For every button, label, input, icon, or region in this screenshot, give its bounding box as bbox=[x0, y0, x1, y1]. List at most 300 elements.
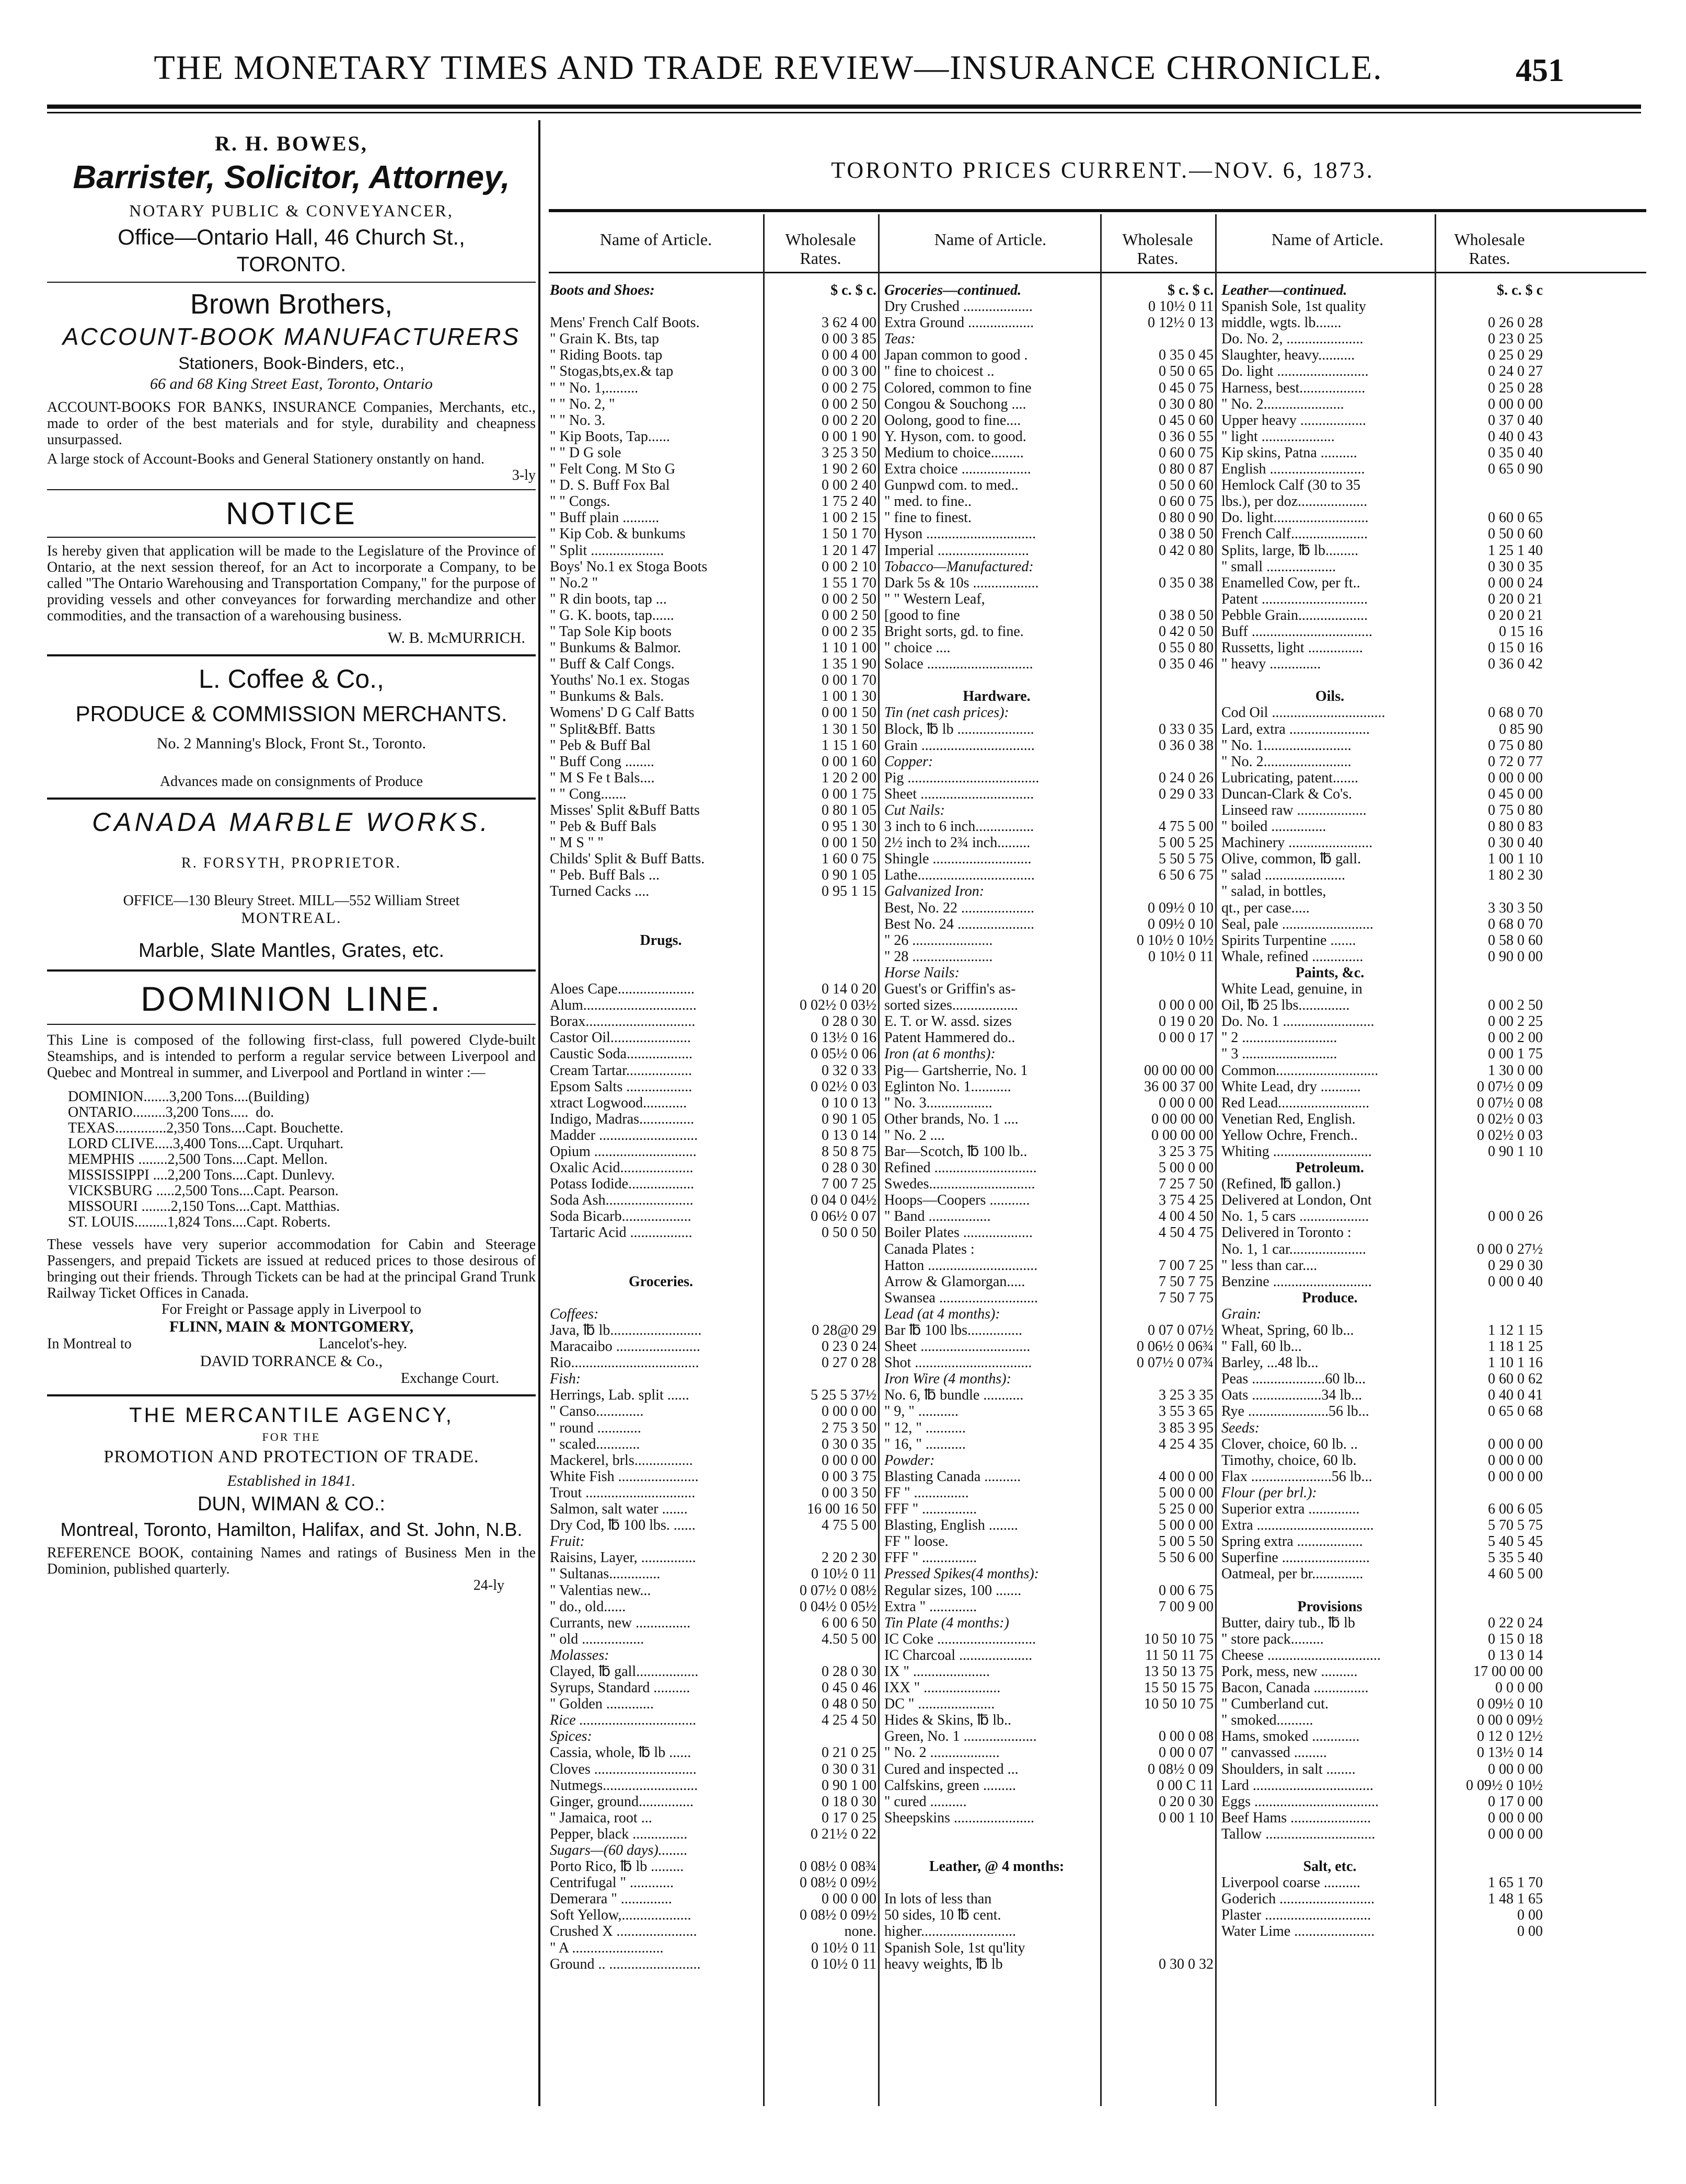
price-row bbox=[1221, 477, 1543, 493]
wholesale-rate: 0 60 0 62 bbox=[1488, 1371, 1543, 1388]
price-row bbox=[884, 1923, 1214, 1939]
price-row bbox=[550, 1631, 876, 1647]
wholesale-rate: 0 09½ 0 10 bbox=[1148, 916, 1214, 932]
article-name: Tartaric Acid ................. bbox=[550, 1224, 692, 1241]
wholesale-rate: 0 29 0 33 bbox=[1159, 785, 1214, 802]
article-name: Refined ............................ bbox=[884, 1160, 1037, 1176]
price-row bbox=[550, 672, 876, 688]
price-row bbox=[550, 1176, 876, 1192]
price-row bbox=[884, 851, 1214, 867]
article-name: Hoops—Coopers ........... bbox=[884, 1192, 1030, 1209]
header-rule-thin bbox=[47, 112, 1641, 113]
article-name: Colored, common to fine bbox=[884, 379, 1032, 396]
wholesale-rate: 0 28 0 30 bbox=[822, 1013, 876, 1030]
price-row bbox=[550, 1794, 876, 1810]
wholesale-rate: 0 90 1 00 bbox=[822, 1777, 876, 1794]
article-name: Machinery ....................... bbox=[1221, 835, 1373, 851]
price-row bbox=[884, 1208, 1214, 1224]
price-row bbox=[550, 1761, 876, 1777]
price-row bbox=[1221, 559, 1543, 575]
article-name: Epsom Salts .................. bbox=[550, 1078, 692, 1095]
article-name: " 26 ...................... bbox=[884, 932, 993, 949]
wholesale-rate: 0 95 1 30 bbox=[822, 818, 876, 835]
article-name: " " D G sole bbox=[550, 444, 621, 461]
price-row bbox=[1221, 591, 1543, 607]
article-name: Enamelled Cow, per ft.. bbox=[1221, 574, 1360, 591]
wholesale-rate: 5 25 0 00 bbox=[1159, 1501, 1214, 1518]
wholesale-rate: 0 0 0 00 bbox=[1495, 1680, 1543, 1696]
wholesale-rate: $ c. $ c. bbox=[1168, 282, 1214, 298]
bowes-name: R. H. BOWES, bbox=[215, 132, 368, 155]
wholesale-rate: 0 45 0 00 bbox=[1488, 785, 1543, 802]
price-row bbox=[550, 461, 876, 477]
article-name: Mackerel, brls................ bbox=[550, 1452, 693, 1469]
wholesale-rate: 0 00 1 70 bbox=[822, 672, 876, 689]
article-name: Venetian Red, English. bbox=[1221, 1111, 1356, 1127]
article-name: Soft Yellow,................... bbox=[550, 1907, 691, 1924]
article-name: " Valentias new... bbox=[550, 1582, 651, 1599]
notice-title: NOTICE bbox=[226, 496, 357, 531]
article-name: Currants, new ............... bbox=[550, 1614, 691, 1631]
article-name: Fruit: bbox=[550, 1533, 585, 1550]
article-name: Plaster ............................. bbox=[1221, 1907, 1371, 1924]
price-row bbox=[884, 1469, 1214, 1485]
price-row bbox=[550, 623, 876, 640]
price-row bbox=[550, 1728, 876, 1744]
article-name: Superior extra .............. bbox=[1221, 1501, 1360, 1518]
article-name: 2½ inch to 2¾ inch......... bbox=[884, 835, 1031, 851]
wholesale-rate: 0 02½ 0 03 bbox=[811, 1078, 876, 1095]
price-row bbox=[550, 1663, 876, 1680]
price-row bbox=[1221, 818, 1543, 835]
col3-name-header: Name of Article. bbox=[1271, 230, 1384, 249]
wholesale-rate: 0 04½ 0 05½ bbox=[800, 1598, 876, 1615]
price-row bbox=[884, 916, 1214, 932]
price-row bbox=[1221, 1095, 1543, 1111]
brown-name: Brown Brothers, bbox=[190, 288, 393, 320]
article-name: Eggs .................................. bbox=[1221, 1793, 1379, 1810]
wholesale-rate: 0 10½ 0 11 bbox=[811, 1566, 876, 1582]
price-row bbox=[1221, 298, 1543, 315]
price-row bbox=[1221, 1728, 1543, 1744]
col3-rates-header: Wholesale Rates. bbox=[1454, 230, 1525, 268]
article-name: Cloves ............................ bbox=[550, 1761, 697, 1777]
wholesale-rate: 7 00 7 25 bbox=[822, 1176, 876, 1193]
price-row bbox=[884, 1290, 1214, 1306]
wholesale-rate: 00 00 00 00 bbox=[1144, 1062, 1214, 1079]
price-row bbox=[1221, 916, 1543, 932]
article-name: Dark 5s & 10s .................. bbox=[884, 574, 1039, 591]
wholesale-rate: 0 38 0 50 bbox=[1159, 526, 1214, 542]
article-name: " Peb. Buff Bals ... bbox=[550, 867, 660, 884]
price-row bbox=[884, 1501, 1214, 1517]
wholesale-rate: 5 00 5 25 bbox=[1159, 835, 1214, 851]
article-name: Paints, &c. bbox=[1295, 964, 1365, 981]
price-row bbox=[1221, 1469, 1543, 1485]
article-name: Hides & Skins, ℔ lb.. bbox=[884, 1712, 1012, 1729]
article-name: No. 6, ℔ bundle ........... bbox=[884, 1387, 1024, 1404]
price-row bbox=[1221, 1062, 1543, 1079]
wholesale-rate: 1 00 2 15 bbox=[822, 510, 876, 526]
wholesale-rate: 0 55 0 80 bbox=[1159, 640, 1214, 656]
wholesale-rate: 1 35 1 90 bbox=[822, 656, 876, 673]
price-row bbox=[550, 1224, 876, 1241]
article-name: " store pack......... bbox=[1221, 1631, 1324, 1647]
article-name: Clover, choice, 60 lb. .. bbox=[1221, 1436, 1358, 1452]
wholesale-rate: 0 27 0 28 bbox=[822, 1355, 876, 1371]
wholesale-rate: 0 00 0 00 bbox=[1488, 1825, 1543, 1842]
article-name: Oats ...................34 lb... bbox=[1221, 1387, 1362, 1404]
brown-services: Stationers, Book-Binders, etc., bbox=[178, 354, 405, 373]
article-name: " 28 ...................... bbox=[884, 948, 993, 965]
price-row bbox=[1221, 640, 1543, 656]
price-row bbox=[884, 1631, 1214, 1647]
article-name: Whale, refined .............. bbox=[1221, 948, 1364, 965]
article-name: DC " ..................... bbox=[884, 1696, 995, 1713]
wholesale-rate: 1 12 1 15 bbox=[1488, 1322, 1543, 1338]
marble-city: MONTREAL. bbox=[241, 909, 342, 927]
article-name: Caustic Soda.................. bbox=[550, 1046, 692, 1062]
wholesale-rate: 5 50 6 00 bbox=[1159, 1550, 1214, 1566]
article-name: Madder ........................... bbox=[550, 1127, 698, 1143]
article-name: Eglinton No. 1........... bbox=[884, 1078, 1011, 1095]
section-heading bbox=[1221, 1160, 1543, 1176]
price-row bbox=[884, 1030, 1214, 1046]
article-name: Spirits Turpentine ....... bbox=[1221, 932, 1356, 949]
price-row bbox=[1221, 1111, 1543, 1127]
price-row bbox=[550, 1566, 876, 1582]
article-name: Galvanized Iron: bbox=[884, 883, 985, 900]
price-row bbox=[884, 704, 1214, 721]
article-name: Java, ℔ lb......................... bbox=[550, 1322, 702, 1338]
price-row bbox=[1221, 1550, 1543, 1566]
price-row bbox=[1221, 1224, 1543, 1241]
article-name: Grain: bbox=[1221, 1305, 1262, 1322]
notice-text: Is hereby given that application will be made to the Legislature of the Province of Ontario, at the next session thereof, for an Act to incorporate a Company, to be called "The Ontario Warehousing and Transportation Company," for the purpose of providing vessels and other conveyances for forwarding merchandize and other commodities, and the transaction of a warehousing business. bbox=[47, 543, 536, 624]
article-name: (Refined, ℔ gallon.) bbox=[1221, 1176, 1341, 1193]
wholesale-rate: 7 00 9 00 bbox=[1159, 1598, 1214, 1615]
wholesale-rate: 10 50 10 75 bbox=[1144, 1631, 1214, 1647]
wholesale-rate: 0 24 0 27 bbox=[1488, 363, 1543, 380]
article-name: " Felt Cong. M Sto G bbox=[550, 461, 676, 478]
brown-stock: A large stock of Account-Books and General Stationery onstantly on hand. bbox=[47, 451, 484, 467]
wholesale-rate: 0 10½ 0 11 bbox=[1148, 298, 1214, 315]
dominion-freight: For Freight or Passage apply in Liverpool to bbox=[161, 1301, 421, 1318]
article-name: " Tap Sole Kip boots bbox=[550, 623, 672, 640]
article-name: Whiting ........................... bbox=[1221, 1143, 1372, 1160]
wholesale-rate: 0 28 0 30 bbox=[822, 1160, 876, 1176]
price-row bbox=[884, 331, 1214, 347]
price-row bbox=[1221, 363, 1543, 379]
wholesale-rate: 0 50 0 50 bbox=[822, 1224, 876, 1241]
wholesale-rate: 0 65 0 68 bbox=[1488, 1403, 1543, 1420]
price-row bbox=[1221, 932, 1543, 949]
wholesale-rate: 0 45 0 60 bbox=[1159, 412, 1214, 429]
wholesale-rate: 0 15 0 18 bbox=[1488, 1631, 1543, 1647]
wholesale-rate: 0 00 2 50 bbox=[822, 396, 876, 412]
wholesale-rate: 1 30 0 00 bbox=[1488, 1062, 1543, 1079]
price-row bbox=[884, 1143, 1214, 1160]
price-row bbox=[550, 1046, 876, 1062]
article-name: Boiler Plates ................... bbox=[884, 1224, 1033, 1241]
price-row bbox=[884, 802, 1214, 818]
ship-entry: TEXAS..............2,350 Tons....Capt. Bouchette. bbox=[68, 1120, 344, 1136]
price-row bbox=[1221, 1079, 1543, 1095]
wholesale-rate: 0 00 0 00 bbox=[1488, 1468, 1543, 1485]
price-row bbox=[884, 1696, 1214, 1712]
price-row bbox=[884, 1907, 1214, 1923]
article-name: Swedes............................. bbox=[884, 1176, 1035, 1193]
price-row bbox=[550, 786, 876, 802]
article-name: Ginger, ground............... bbox=[550, 1793, 694, 1810]
section-heading bbox=[1221, 1858, 1543, 1875]
price-row bbox=[550, 1062, 876, 1079]
article-name: Fish: bbox=[550, 1371, 581, 1388]
section-heading bbox=[550, 932, 876, 949]
price-row bbox=[550, 510, 876, 526]
article-name: Rice ................................ bbox=[550, 1712, 697, 1729]
article-name: Upper heavy .................. bbox=[1221, 412, 1366, 429]
wholesale-rate: 5 50 5 75 bbox=[1159, 851, 1214, 868]
article-name: Extra Ground .................. bbox=[884, 315, 1034, 331]
article-name: Potass Iodide.................. bbox=[550, 1176, 695, 1193]
article-name: Do. light ......................... bbox=[1221, 363, 1369, 380]
price-row bbox=[550, 1533, 876, 1550]
wholesale-rate: 0 21 0 25 bbox=[822, 1744, 876, 1761]
price-row bbox=[884, 965, 1214, 981]
article-name: Best, No. 22 .................... bbox=[884, 899, 1034, 916]
wholesale-rate: 1 75 2 40 bbox=[822, 493, 876, 510]
header-rule bbox=[47, 105, 1641, 109]
wholesale-rate: 1 30 1 50 bbox=[822, 721, 876, 737]
bowes-profession: Barrister, Solicitor, Attorney, bbox=[73, 159, 510, 195]
price-row bbox=[884, 1127, 1214, 1143]
article-name: Bar ℔ 100 lbs............... bbox=[884, 1322, 1023, 1338]
wholesale-rate: 4.50 5 00 bbox=[822, 1631, 876, 1647]
article-name: Splits, large, ℔ lb......... bbox=[1221, 542, 1358, 559]
col2-name-header: Name of Article. bbox=[934, 230, 1047, 249]
price-row bbox=[550, 640, 876, 656]
article-name: Red Lead......................... bbox=[1221, 1094, 1370, 1111]
price-row bbox=[550, 1810, 876, 1826]
price-row bbox=[550, 1371, 876, 1387]
price-row bbox=[884, 1615, 1214, 1631]
wholesale-rate: 0 37 0 40 bbox=[1488, 412, 1543, 429]
article-name: " Kip Boots, Tap...... bbox=[550, 428, 670, 445]
wholesale-rate: 0 00 00 00 bbox=[1151, 1111, 1214, 1127]
article-name: Swansea ........................... bbox=[884, 1289, 1038, 1306]
wholesale-rate: 0 00 2 75 bbox=[822, 379, 876, 396]
wholesale-rate: 0 68 0 70 bbox=[1488, 704, 1543, 721]
article-name: Cod Oil ............................... bbox=[1221, 704, 1385, 721]
article-name: Misses' Split &Buff Batts bbox=[550, 802, 700, 818]
price-row bbox=[550, 445, 876, 461]
article-name: Delivered at London, Ont bbox=[1221, 1192, 1372, 1209]
wholesale-rate: 0 08½ 0 09½ bbox=[800, 1907, 876, 1924]
article-name: Grain ............................... bbox=[884, 737, 1035, 754]
article-name: Pressed Spikes(4 months): bbox=[884, 1566, 1040, 1582]
article-name: " canvassed ......... bbox=[1221, 1744, 1327, 1761]
wholesale-rate: 0 21½ 0 22 bbox=[811, 1825, 876, 1842]
article-name: Sugars—(60 days)........ bbox=[550, 1842, 688, 1858]
price-row bbox=[884, 493, 1214, 510]
price-row bbox=[1221, 867, 1543, 883]
article-name: Goderich .......................... bbox=[1221, 1891, 1375, 1908]
wholesale-rate: 0 13½ 0 14 bbox=[1477, 1744, 1543, 1761]
price-row bbox=[884, 1777, 1214, 1794]
article-name: Horse Nails: bbox=[884, 964, 960, 981]
article-name: Spanish Sole, 1st quality bbox=[1221, 298, 1366, 315]
article-name: Aloes Cape..................... bbox=[550, 981, 695, 998]
wholesale-rate: 0 02½ 0 03 bbox=[1477, 1111, 1543, 1127]
wholesale-rate: 0 23 0 25 bbox=[1488, 331, 1543, 348]
wholesale-rate: 5 00 0 00 bbox=[1159, 1484, 1214, 1501]
price-row bbox=[884, 1355, 1214, 1371]
wholesale-rate: 2 75 3 50 bbox=[822, 1419, 876, 1436]
wholesale-rate: 0 28 0 30 bbox=[822, 1663, 876, 1680]
article-name: Mens' French Calf Boots. bbox=[550, 315, 700, 331]
article-name: No. 1, 5 cars ................... bbox=[1221, 1208, 1369, 1225]
price-row bbox=[550, 1891, 876, 1907]
price-row bbox=[550, 965, 876, 981]
price-row bbox=[550, 1143, 876, 1160]
price-row bbox=[884, 1728, 1214, 1744]
price-row bbox=[1221, 331, 1543, 347]
wholesale-rate: 0 09½ 0 10 bbox=[1477, 1696, 1543, 1713]
article-name: Sheet ............................... bbox=[884, 785, 1034, 802]
wholesale-rate: 1 20 1 47 bbox=[822, 542, 876, 559]
price-row bbox=[1221, 1208, 1543, 1224]
price-row bbox=[550, 1875, 876, 1891]
article-name: Flax ......................56 lb... bbox=[1221, 1468, 1372, 1485]
wholesale-rate: 0 00 3 85 bbox=[822, 331, 876, 348]
article-name: Bright sorts, gd. to fine. bbox=[884, 623, 1024, 640]
price-row bbox=[884, 1420, 1214, 1436]
wholesale-rate: 1 80 2 30 bbox=[1488, 867, 1543, 884]
wholesale-rate: 0 14 0 20 bbox=[822, 981, 876, 998]
street-label: Lancelot's-hey. bbox=[319, 1336, 407, 1352]
article-name: Pebble Grain................... bbox=[1221, 607, 1368, 623]
wholesale-rate: 3 25 3 75 bbox=[1159, 1143, 1214, 1160]
price-row bbox=[1221, 1826, 1543, 1842]
price-row bbox=[550, 1306, 876, 1322]
mercantile-code: 24-ly bbox=[473, 1577, 504, 1593]
wholesale-rate: 0 19 0 20 bbox=[1159, 1013, 1214, 1030]
article-name: Hams, smoked ............. bbox=[1221, 1728, 1360, 1745]
price-row bbox=[550, 412, 876, 429]
wholesale-rate: 0 08½ 0 09 bbox=[1148, 1761, 1214, 1777]
ship-entry: VICKSBURG .....2,500 Tons....Capt. Pearson. bbox=[68, 1183, 339, 1199]
price-column-1 bbox=[550, 282, 876, 1972]
article-name: Youths' No.1 ex. Stogas bbox=[550, 672, 690, 689]
article-name: Oils. bbox=[1315, 688, 1345, 705]
article-name: Congou & Souchong .... bbox=[884, 396, 1026, 412]
price-row bbox=[550, 1241, 876, 1257]
wholesale-rate: 0 06½ 0 06¾ bbox=[1137, 1338, 1214, 1355]
wholesale-rate: 0 09½ 0 10½ bbox=[1466, 1777, 1543, 1794]
price-row bbox=[550, 704, 876, 721]
price-row bbox=[1221, 656, 1543, 672]
article-name: " " Cong....... bbox=[550, 785, 627, 802]
price-row bbox=[1221, 1663, 1543, 1680]
price-row bbox=[550, 429, 876, 445]
price-row bbox=[550, 802, 876, 818]
brown-text: ACCOUNT-BOOKS FOR BANKS, INSURANCE Companies, Merchants, etc., made to order of the best materials and for style, durability and cheapness unsurpassed. bbox=[47, 399, 536, 448]
price-row bbox=[1221, 315, 1543, 331]
wholesale-rate: 1 18 1 25 bbox=[1488, 1338, 1543, 1355]
article-name: Calfskins, green ......... bbox=[884, 1777, 1016, 1794]
price-row bbox=[1221, 786, 1543, 802]
article-name: Patent ............................. bbox=[1221, 591, 1368, 607]
price-row bbox=[550, 477, 876, 493]
wholesale-rate: 0 00 0 00 bbox=[1488, 769, 1543, 786]
wholesale-rate: 0 00 0 00 bbox=[1488, 1452, 1543, 1469]
price-row bbox=[1221, 721, 1543, 737]
wholesale-rate: 0 00 0 07 bbox=[1159, 1744, 1214, 1761]
price-row bbox=[1221, 1533, 1543, 1550]
article-name: Nutmegs.......................... bbox=[550, 1777, 698, 1794]
article-name: Benzine ........................... bbox=[1221, 1273, 1372, 1290]
brown-trade: ACCOUNT-BOOK MANUFACTURERS bbox=[62, 323, 521, 350]
price-row bbox=[550, 1956, 876, 1972]
wholesale-rate: 0 00 2 50 bbox=[1488, 997, 1543, 1014]
price-row bbox=[884, 737, 1214, 754]
price-row bbox=[550, 575, 876, 591]
price-row bbox=[550, 380, 876, 396]
price-row bbox=[550, 396, 876, 412]
wholesale-rate: 3 85 3 95 bbox=[1159, 1419, 1214, 1436]
wholesale-rate: 0 07½ 0 07¾ bbox=[1137, 1355, 1214, 1371]
wholesale-rate: 2 20 2 30 bbox=[822, 1550, 876, 1566]
divider bbox=[47, 1394, 536, 1396]
wholesale-rate: 0 22 0 24 bbox=[1488, 1614, 1543, 1631]
col2-rates-header: Wholesale Rates. bbox=[1122, 230, 1193, 268]
article-name: Do. light.......................... bbox=[1221, 510, 1369, 526]
wholesale-rate: 0 00 bbox=[1517, 1923, 1543, 1940]
article-name: Cut Nails: bbox=[884, 802, 945, 818]
article-name: Provisions bbox=[1297, 1598, 1362, 1615]
wholesale-rate: 0 02½ 0 03 bbox=[1477, 1127, 1543, 1143]
brown-code: 3-ly bbox=[512, 467, 536, 483]
article-name: Groceries—continued. bbox=[884, 282, 1022, 298]
article-name: " Buff & Calf Congs. bbox=[550, 656, 675, 673]
article-name: FFF " ............... bbox=[884, 1550, 977, 1566]
wholesale-rate: 0 00 2 20 bbox=[822, 412, 876, 429]
wholesale-rate: 0 12½ 0 13 bbox=[1148, 315, 1214, 331]
price-row bbox=[1221, 1485, 1543, 1501]
price-row bbox=[1221, 1420, 1543, 1436]
wholesale-rate: 0 28@0 29 bbox=[812, 1322, 876, 1338]
wholesale-rate: 7 25 7 50 bbox=[1159, 1176, 1214, 1193]
article-name: Soda Bicarb................... bbox=[550, 1208, 691, 1225]
price-row bbox=[550, 1599, 876, 1615]
price-row bbox=[1221, 1030, 1543, 1046]
article-name: Extra " ............. bbox=[884, 1598, 977, 1615]
wholesale-rate: 16 00 16 50 bbox=[807, 1501, 876, 1518]
price-row bbox=[884, 575, 1214, 591]
price-row bbox=[884, 1274, 1214, 1290]
wholesale-rate: 1 00 1 10 bbox=[1488, 851, 1543, 868]
section-heading bbox=[1221, 965, 1543, 981]
article-name: Shoulders, in salt ........ bbox=[1221, 1761, 1356, 1777]
price-row bbox=[884, 1485, 1214, 1501]
dominion-ship-list bbox=[68, 1089, 536, 1230]
article-name: Oolong, good to fine.... bbox=[884, 412, 1021, 429]
price-row bbox=[1221, 900, 1543, 916]
price-row bbox=[884, 1582, 1214, 1599]
price-row bbox=[884, 510, 1214, 526]
wholesale-rate: 0 68 0 70 bbox=[1488, 916, 1543, 932]
